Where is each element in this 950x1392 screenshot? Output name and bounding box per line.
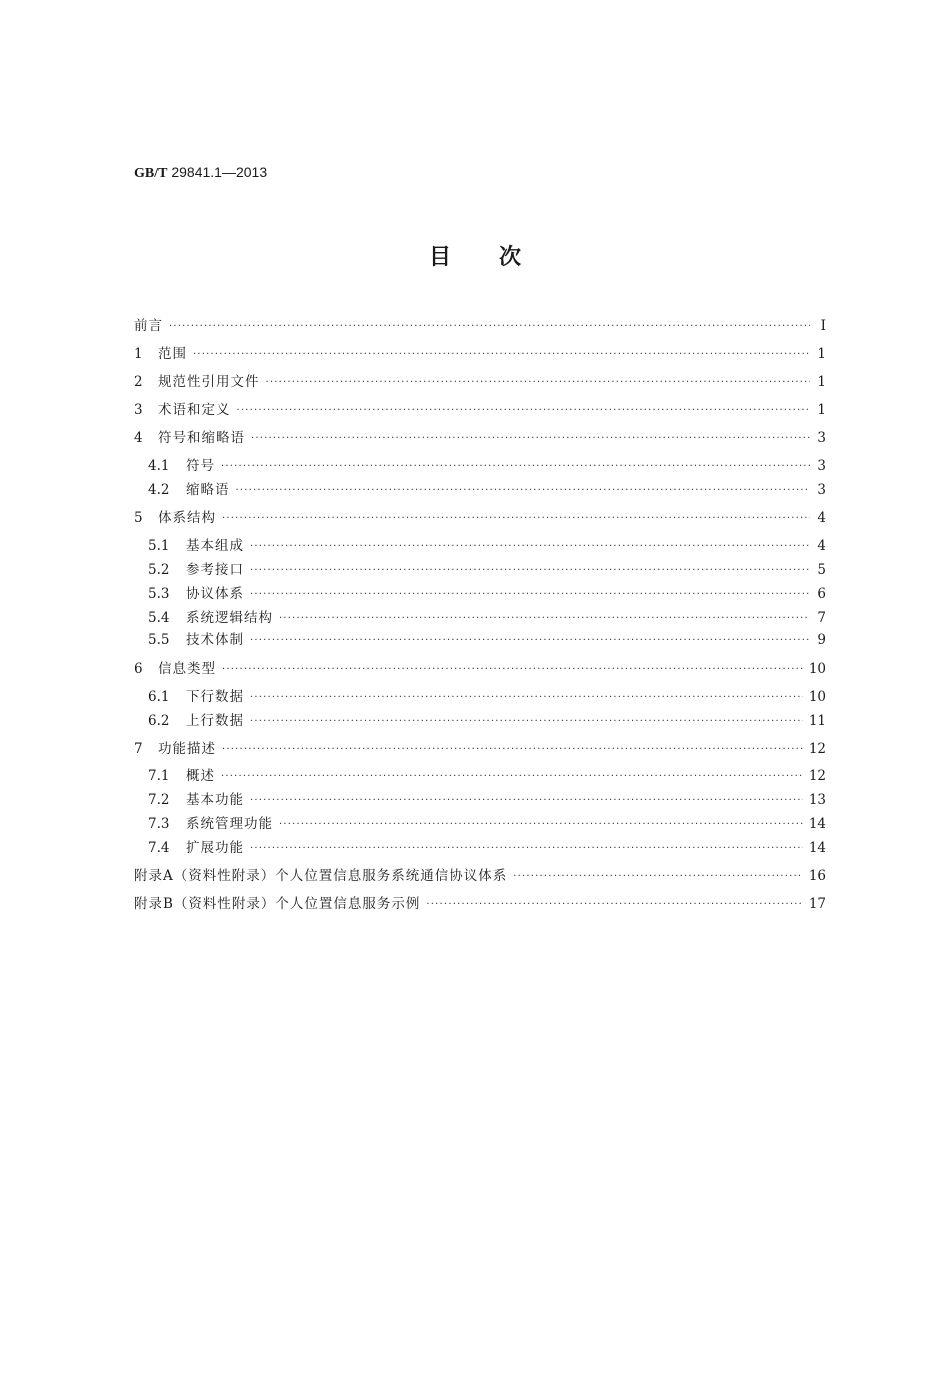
toc-number: 6 (134, 661, 143, 677)
toc-leader-dots (250, 632, 810, 650)
toc-page-number: 11 (808, 713, 826, 729)
toc-entry[interactable] (134, 659, 826, 679)
toc-page-number: 13 (808, 792, 826, 808)
toc-title: 信息类型 (158, 661, 216, 677)
toc-entry[interactable] (134, 866, 826, 886)
toc-entry[interactable] (134, 480, 826, 500)
toc-entry[interactable] (134, 739, 826, 759)
toc-title: 概述 (186, 768, 215, 784)
toc-number: 3 (134, 402, 143, 418)
toc-entry[interactable] (134, 790, 826, 810)
toc-leader-dots (513, 868, 803, 886)
toc-page-number: 10 (808, 689, 826, 705)
toc-page-number: 7 (817, 610, 826, 626)
toc-leader-dots (169, 318, 810, 336)
toc-entry[interactable] (134, 400, 826, 420)
toc-title: 功能描述 (158, 741, 216, 757)
toc-page-number: 12 (808, 741, 826, 757)
toc-number: 7.1 (148, 768, 170, 784)
toc-number: 5.1 (148, 538, 170, 554)
toc-title: 系统逻辑结构 (186, 610, 273, 626)
toc-page-number: 6 (817, 586, 826, 602)
toc-number: 4 (134, 430, 143, 446)
toc-title: 参考接口 (186, 562, 244, 578)
toc-page-number: 14 (808, 840, 826, 856)
toc-entry[interactable] (134, 711, 826, 731)
toc-page-number: 12 (808, 768, 826, 784)
toc-number: 5.3 (148, 586, 170, 602)
toc-title: 系统管理功能 (186, 816, 273, 832)
toc-title: 规范性引用文件 (158, 374, 260, 390)
toc-title: 上行数据 (186, 713, 244, 729)
toc-leader-dots (426, 896, 802, 914)
toc-leader-dots (250, 840, 803, 858)
toc-page-number: 3 (817, 430, 826, 446)
toc-leader-dots (236, 482, 811, 500)
toc-entry[interactable] (134, 894, 826, 914)
toc-entry[interactable] (134, 508, 826, 528)
toc-title: 扩展功能 (186, 840, 244, 856)
toc-page-number: 16 (808, 868, 826, 884)
toc-page-number: 3 (817, 458, 826, 474)
toc-entry[interactable] (134, 766, 826, 786)
toc-entry[interactable] (134, 536, 826, 556)
toc-number: 7.2 (148, 792, 170, 808)
toc-page-number: Ⅰ (820, 318, 826, 334)
toc-page-number: 4 (817, 538, 826, 554)
toc-leader-dots (222, 741, 803, 759)
toc-title: 下行数据 (186, 689, 244, 705)
toc-leader-dots (251, 430, 810, 448)
toc-entry[interactable] (134, 560, 826, 580)
toc-title: 协议体系 (186, 586, 244, 602)
toc-number: 1 (134, 346, 143, 362)
toc-leader-dots (250, 792, 803, 810)
code-prefix: GB/T (134, 166, 168, 181)
toc-leader-dots (250, 713, 803, 731)
toc-leader-dots (221, 458, 810, 476)
code-number: 29841.1—2013 (171, 164, 268, 180)
toc-number: 4.1 (148, 458, 170, 474)
toc-title: 附录A（资料性附录）个人位置信息服务系统通信协议体系 (134, 868, 508, 884)
toc-number: 2 (134, 374, 143, 390)
toc-entry[interactable] (134, 687, 826, 707)
toc-title: 缩略语 (186, 482, 230, 498)
toc-leader-dots (237, 402, 811, 420)
toc-entry[interactable] (134, 456, 826, 476)
toc-page-number: 3 (817, 482, 826, 498)
toc-page-number: 10 (808, 661, 826, 677)
toc-page-number: 9 (817, 632, 826, 648)
toc-number: 4.2 (148, 482, 170, 498)
toc-title: 符号 (186, 458, 215, 474)
toc-leader-dots (222, 510, 810, 528)
toc-title: 附录B（资料性附录）个人位置信息服务示例 (134, 896, 421, 912)
toc-entry[interactable] (134, 814, 826, 834)
toc-leader-dots (279, 610, 810, 628)
toc-title: 范围 (158, 346, 187, 362)
toc-title: 技术体制 (186, 632, 244, 648)
toc-title: 术语和定义 (158, 402, 231, 418)
toc-page-number: 1 (817, 402, 826, 418)
toc-leader-dots (250, 562, 810, 580)
toc-number: 5.5 (148, 632, 170, 648)
toc-number: 5 (134, 510, 143, 526)
toc-page-number: 17 (808, 896, 826, 912)
toc-page-number: 1 (817, 346, 826, 362)
toc-entry[interactable] (134, 584, 826, 604)
toc-page-number: 1 (817, 374, 826, 390)
toc-number: 7 (134, 741, 143, 757)
page-title: 目次 (428, 245, 569, 270)
document-code (134, 164, 267, 182)
toc-page-number: 5 (817, 562, 826, 578)
toc-entry[interactable] (134, 344, 826, 364)
toc-title: 体系结构 (158, 510, 216, 526)
toc-title: 基本功能 (186, 792, 244, 808)
toc-leader-dots (221, 768, 803, 786)
toc-leader-dots (222, 661, 803, 679)
toc-number: 7.4 (148, 840, 170, 856)
toc-title: 符号和缩略语 (158, 430, 245, 446)
toc-entry[interactable] (134, 608, 826, 628)
toc-title: 基本组成 (186, 538, 244, 554)
toc-page-number: 14 (808, 816, 826, 832)
toc-leader-dots (279, 816, 803, 834)
toc-title: 前言 (134, 318, 163, 334)
toc-number: 5.4 (148, 610, 170, 626)
toc-leader-dots (250, 689, 803, 707)
toc-page-number: 4 (817, 510, 826, 526)
toc-number: 6.2 (148, 713, 170, 729)
toc-number: 7.3 (148, 816, 170, 832)
toc-entry[interactable] (134, 838, 826, 858)
toc-leader-dots (250, 586, 810, 604)
toc-number: 6.1 (148, 689, 170, 705)
toc-entry[interactable] (134, 630, 826, 650)
toc-leader-dots (250, 538, 810, 556)
toc-leader-dots (266, 374, 811, 392)
toc-entry[interactable] (134, 316, 826, 336)
toc-entry[interactable] (134, 372, 826, 392)
toc-leader-dots (193, 346, 810, 364)
toc-entry[interactable] (134, 428, 826, 448)
toc-number: 5.2 (148, 562, 170, 578)
